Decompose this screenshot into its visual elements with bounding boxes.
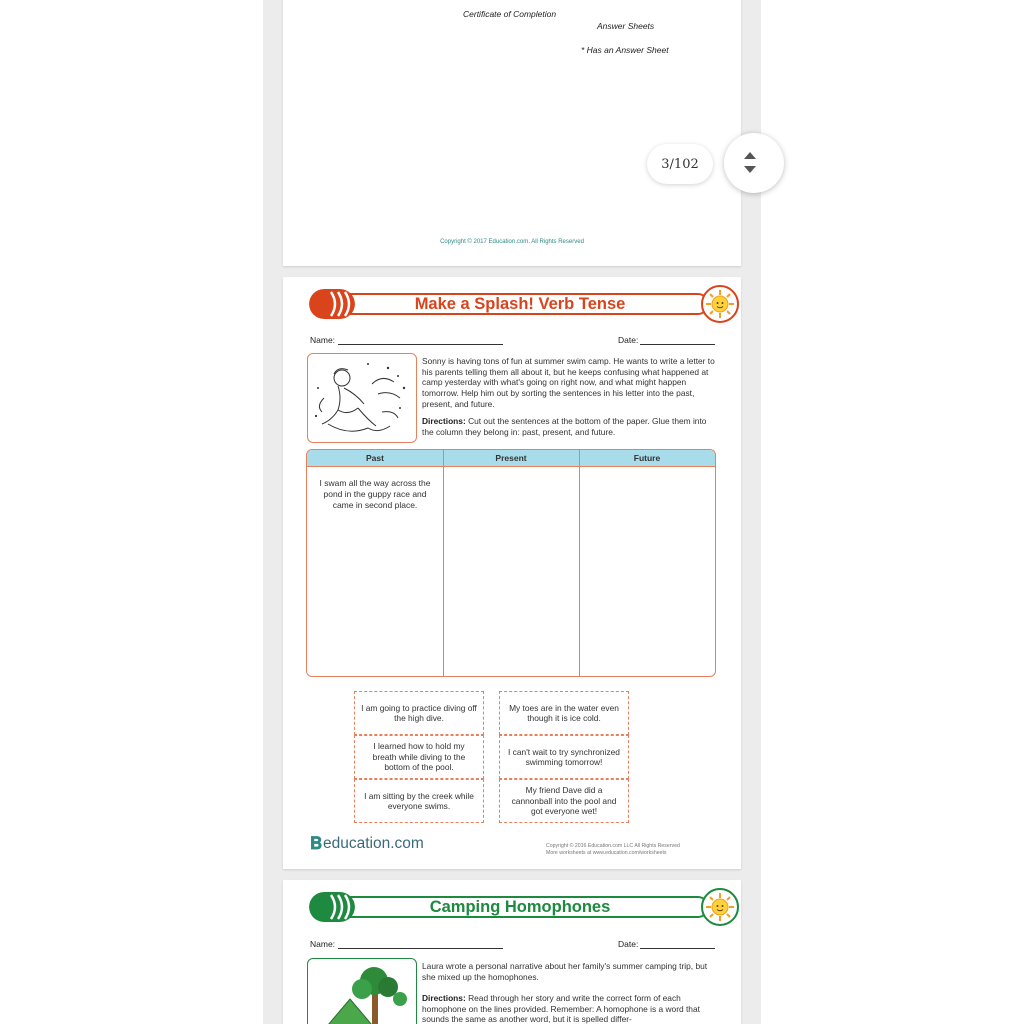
worksheet-title-bar xyxy=(309,890,719,924)
sun-icon xyxy=(701,285,739,323)
sun-icon xyxy=(701,888,739,926)
book-icon: 𝐁 xyxy=(310,834,322,853)
intro-paragraph: Laura wrote a personal narrative about her family's summer camping trip, but she mixed up the homophones. xyxy=(422,961,708,982)
directions-text: Read through her story and write the correct form of each homophone on the lines provided. Remember: A homophone is a word that sounds the same as another word, but it is spelled differ- xyxy=(422,993,700,1024)
name-label: Name: xyxy=(310,335,336,345)
date-label: Date: xyxy=(618,335,639,345)
triangle-up-icon[interactable] xyxy=(744,152,756,159)
logo-text: education.com xyxy=(322,835,424,852)
directions-text: Cut out the sentences at the bottom of the paper. Glue them into the column they belong in: past, present, and future. xyxy=(422,416,707,437)
cutout-sentence[interactable]: I am going to practice diving off the high dive. xyxy=(354,691,484,735)
document-page-1 xyxy=(283,0,741,266)
worksheet-homophones xyxy=(283,880,741,1024)
directions-paragraph xyxy=(422,416,718,437)
date-label: Date: xyxy=(618,939,639,949)
column-past: Past xyxy=(366,453,384,463)
cutout-sentence[interactable]: I can't wait to try synchronized swimming tomorrow! xyxy=(499,735,629,779)
verb-tense-table xyxy=(306,449,716,677)
certificate-text: Certificate of Completion xyxy=(463,9,557,19)
worksheet-copyright xyxy=(546,843,706,857)
stripes-icon xyxy=(309,892,355,922)
directions-paragraph xyxy=(422,993,718,1024)
cutout-sentence[interactable]: My friend Dave did a cannonball into the pool and got everyone wet! xyxy=(499,779,629,823)
swimmer-illustration xyxy=(307,353,417,443)
column-present: Present xyxy=(495,453,527,463)
directions-label: Directions: xyxy=(422,416,466,426)
triangle-down-icon[interactable] xyxy=(744,166,756,173)
camping-illustration xyxy=(307,958,417,1024)
worksheet-verb-tense xyxy=(283,277,741,869)
column-divider xyxy=(443,450,444,676)
column-future: Future xyxy=(633,453,661,463)
cutout-sentence[interactable]: I am sitting by the creek while everyone swims. xyxy=(354,779,484,823)
copyright-line: More worksheets at www.education.com/worksheets xyxy=(546,850,667,856)
table-header xyxy=(307,450,715,467)
cutout-sentence[interactable]: I learned how to hold my breath while diving to the bottom of the pool. xyxy=(354,735,484,779)
intro-paragraph: Sonny is having tons of fun at summer swim camp. He wants to write a letter to his parents telling them all about it, but he keeps confusing what happened at camp yesterday with what's going on right now, and what might happen tomorrow. Help him out by sorting the sentences in his letter into the past, present, and future. xyxy=(422,356,715,409)
worksheet-title: Camping Homophones xyxy=(429,898,611,916)
worksheet-title: Make a Splash! Verb Tense xyxy=(414,295,626,313)
date-line[interactable] xyxy=(640,344,715,345)
cutout-sentence[interactable]: My toes are in the water even though it is ice cold. xyxy=(499,691,629,735)
worksheet-title-bar xyxy=(309,287,719,321)
directions-label: Directions: xyxy=(422,993,466,1003)
past-example-sentence: I swam all the way across the pond in the guppy race and came in second place. xyxy=(319,478,431,510)
stripes-icon xyxy=(309,289,355,319)
page-counter: 3/102 xyxy=(647,144,713,184)
page-scroll-control[interactable] xyxy=(724,133,784,193)
name-line[interactable] xyxy=(338,344,503,345)
name-line[interactable] xyxy=(338,948,503,949)
copyright-line: Copyright © 2016 Education.com LLC All Rights Reserved xyxy=(546,843,680,849)
answer-sheets-text: Answer Sheets xyxy=(597,21,655,31)
education-logo xyxy=(310,834,424,854)
copyright-text: Copyright © 2017 Education.com. All Rights Reserved xyxy=(440,239,584,245)
date-line[interactable] xyxy=(640,948,715,949)
answer-sheet-note: * Has an Answer Sheet xyxy=(581,45,669,55)
name-label: Name: xyxy=(310,939,336,949)
column-divider xyxy=(579,450,580,676)
